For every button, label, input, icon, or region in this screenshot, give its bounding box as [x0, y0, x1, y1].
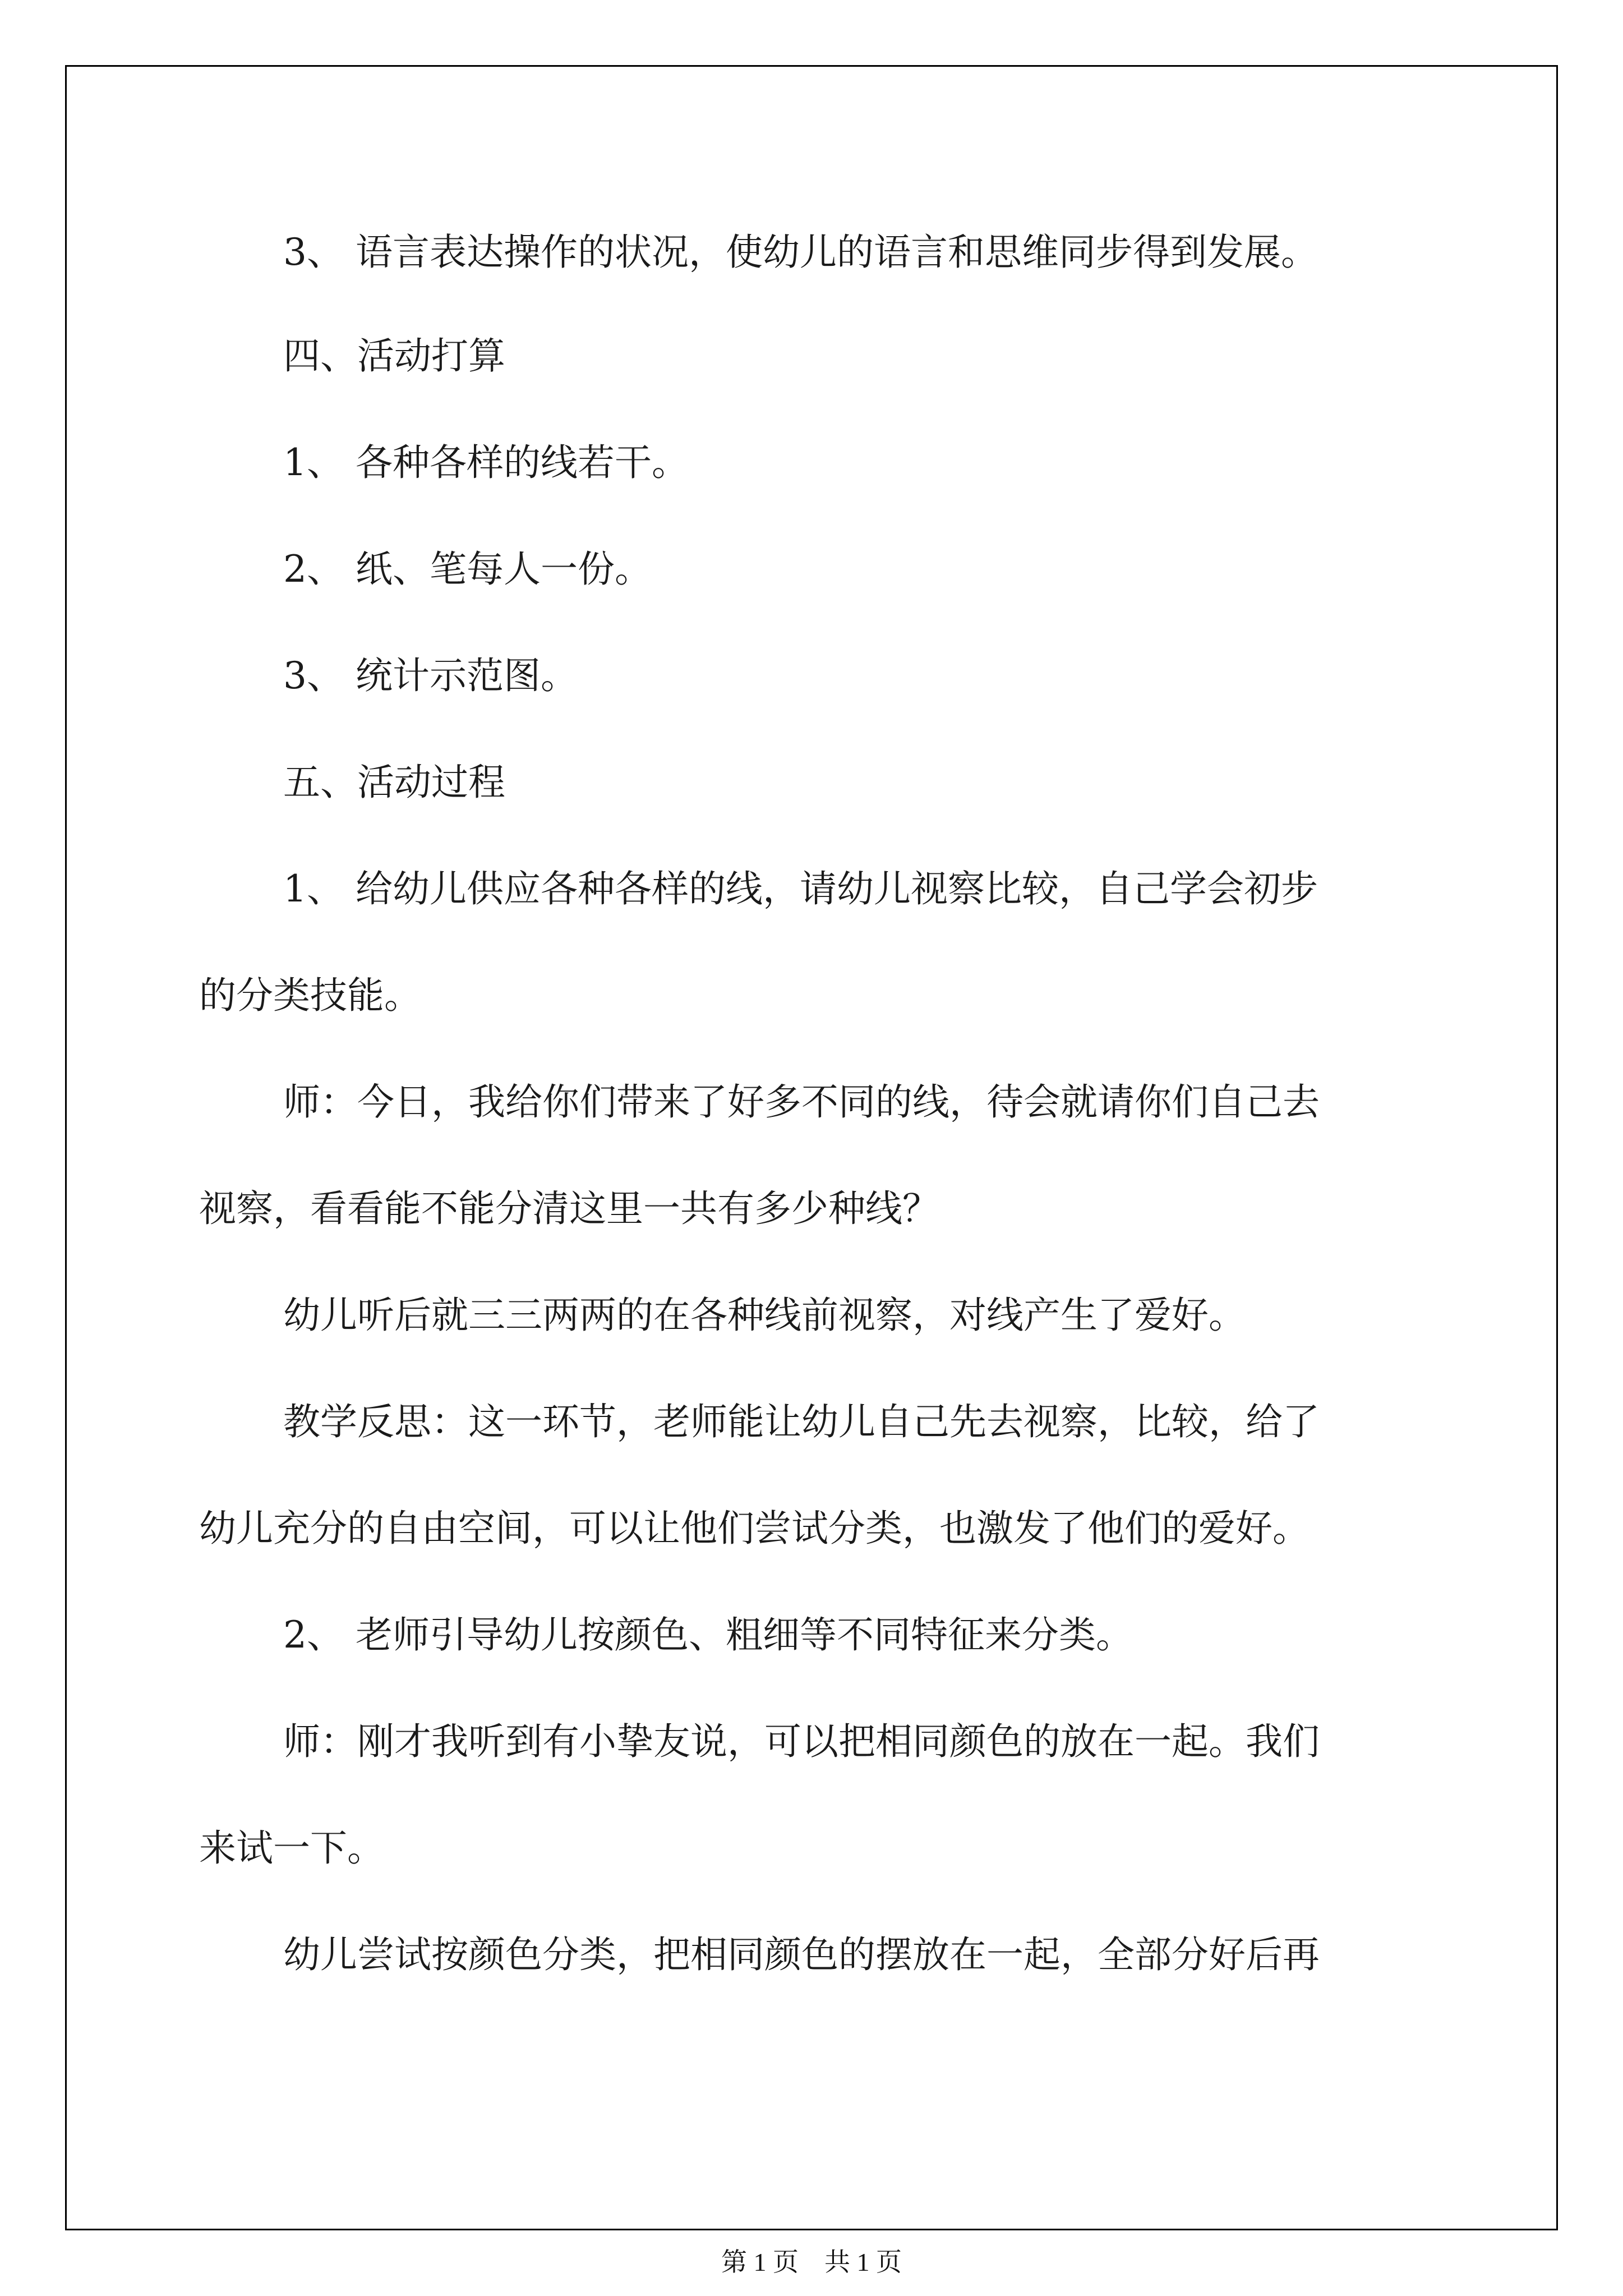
page-footer: 第 1 页 共 1 页: [721, 2248, 902, 2276]
text-line: 1、 各种各样的线若干。: [283, 441, 689, 484]
text-line: 1、 给幼儿供应各种各样的线，请幼儿视察比较，自己学会初步: [283, 867, 1318, 910]
text-line: 来试一下。: [199, 1826, 384, 1870]
section-heading: 四、活动打算: [283, 334, 505, 378]
text-line: 的分类技能。: [199, 974, 421, 1017]
text-line: 2、 老师引导幼儿按颜色、粗细等不同特征来分类。: [283, 1613, 1133, 1657]
section-heading: 五、活动过程: [283, 761, 505, 804]
text-line: 幼儿尝试按颜色分类，把相同颜色的摆放在一起，全部分好后再: [283, 1933, 1320, 1976]
text-line: 3、 统计示范图。: [283, 654, 578, 697]
text-line: 师：今日，我给你们带来了好多不同的线，待会就请你们自己去: [283, 1080, 1320, 1124]
text-line: 2、 纸、笔每人一份。: [283, 547, 652, 591]
text-line: 师：刚才我听到有小挚友说，可以把相同颜色的放在一起。我们: [283, 1720, 1320, 1763]
text-line: 3、 语言表达操作的状况，使幼儿的语言和思维同步得到发展。: [283, 231, 1318, 274]
text-line: 幼儿听后就三三两两的在各种线前视察，对线产生了爱好。: [283, 1294, 1246, 1337]
text-line: 视察，看看能不能分清这里一共有多少种线？: [199, 1187, 939, 1230]
text-line: 幼儿充分的自由空间，可以让他们尝试分类，也激发了他们的爱好。: [199, 1507, 1310, 1550]
text-line: 教学反思：这一环节，老师能让幼儿自己先去视察，比较，给了: [283, 1400, 1320, 1443]
